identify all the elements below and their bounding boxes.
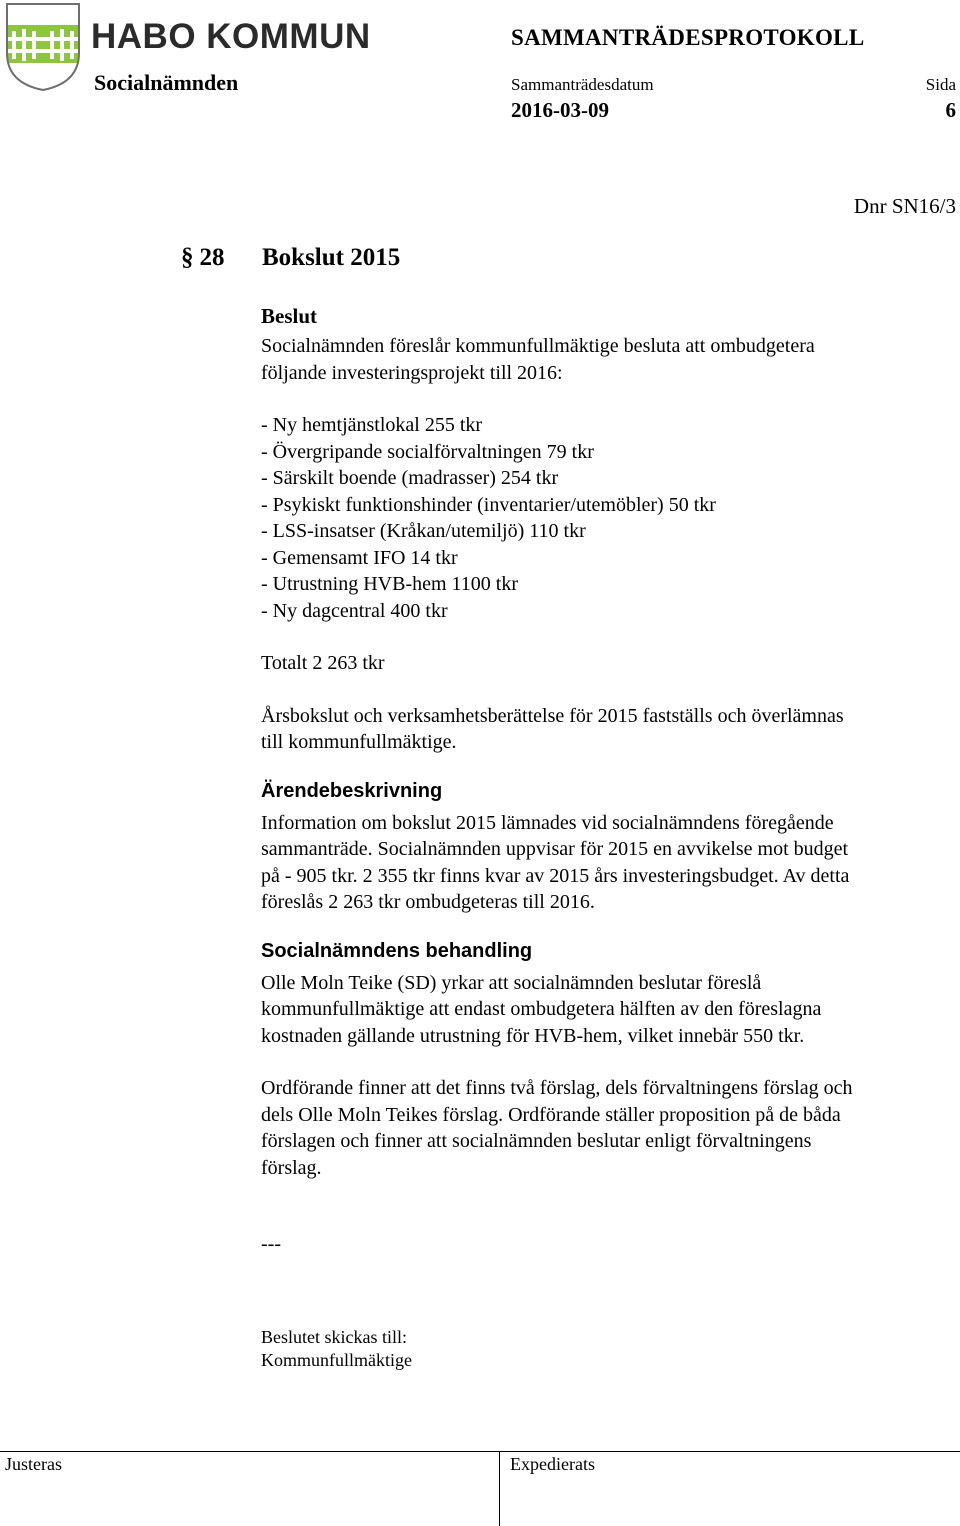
- distribution-list: [261, 1326, 951, 1372]
- distribution-recipient: Kommunfullmäktige: [261, 1349, 412, 1370]
- case-number: Dnr SN16/3: [853, 194, 956, 218]
- text-line: förslag.: [261, 1156, 322, 1179]
- text-line: Information om bokslut 2015 lämnades vid socialnämndens föregående: [261, 811, 834, 834]
- text-line: Årsbokslut och verksamhetsberättelse för 2015 fastställs och överlämnas: [261, 704, 844, 727]
- section-number: 28: [199, 244, 225, 271]
- list-item: - Utrustning HVB-hem 1100 tkr: [261, 573, 519, 595]
- list-item: - Gemensamt IFO 14 tkr: [261, 546, 458, 569]
- distribution-label: Beslutet skickas till:: [261, 1326, 407, 1347]
- arsbokslut-decision: [261, 703, 951, 756]
- list-item: - Särskilt boende (madrasser) 254 tkr: [261, 467, 559, 489]
- list-item: - Ny dagcentral 400 tkr: [261, 599, 448, 622]
- meeting-date-value: 2016-03-09: [511, 98, 609, 122]
- beslut-heading: Beslut: [261, 304, 318, 328]
- text-line: Olle Moln Teike (SD) yrkar att socialnämnden beslutar föreslå: [261, 971, 762, 994]
- meeting-date-label: Sammanträdesdatum: [511, 75, 654, 94]
- text-line: till kommunfullmäktige.: [261, 731, 457, 753]
- expedierats-label: Expedierats: [510, 1454, 595, 1474]
- arende-text: [261, 810, 951, 916]
- beslut-intro-line: Socialnämnden föreslår kommunfullmäktige besluta att ombudgetera: [261, 335, 815, 357]
- text-line: kostnaden gällande utrustning för HVB-hem, vilket innebär 550 tkr.: [261, 1024, 805, 1047]
- footer-column-divider: [499, 1451, 500, 1526]
- separator-dashes: ---: [261, 1233, 281, 1255]
- footer-divider: [0, 1451, 960, 1452]
- protocol-body: [261, 303, 951, 1372]
- text-line: på - 905 tkr. 2 355 tkr finns kvar av 2015 års investeringsbudget. Av detta: [261, 864, 850, 887]
- behandling-paragraph-2: [261, 1075, 951, 1181]
- text-line: dels Olle Moln Teikes förslag. Ordförande ställer proposition på de båda: [261, 1103, 841, 1126]
- logo-wordmark: HABO KOMMUN: [91, 17, 371, 56]
- text-line: kommunfullmäktige att endast ombudgetera hälften av den föreslagna: [261, 998, 822, 1020]
- text-line: sammanträde. Socialnämnden uppvisar för 2015 en avvikelse mot budget: [261, 838, 849, 860]
- text-line: föreslås 2 263 tkr ombudgeteras till 2016.: [261, 891, 595, 913]
- list-item: - Övergripande socialförvaltningen 79 tkr: [261, 440, 594, 463]
- beslut-intro: [261, 333, 951, 386]
- arende-heading: Ärendebeskrivning: [261, 779, 443, 802]
- habo-kommun-coat-of-arms-logo: [6, 3, 80, 91]
- behandling-heading: Socialnämndens behandling: [261, 939, 533, 962]
- total-amount: Totalt 2 263 tkr: [261, 652, 385, 674]
- committee-name: Socialnämnden: [94, 70, 239, 95]
- page-number: 6: [945, 98, 956, 122]
- section-heading: [181, 244, 401, 272]
- page-label: Sida: [925, 75, 956, 94]
- section-symbol: §: [181, 244, 194, 271]
- investment-project-list: [261, 412, 951, 624]
- text-line: förslagen och finner att socialnämnden beslutar enligt förvaltningens: [261, 1130, 812, 1152]
- behandling-paragraph-1: [261, 970, 951, 1050]
- section-title: Bokslut 2015: [262, 244, 401, 271]
- justeras-label: Justeras: [5, 1454, 62, 1474]
- text-line: Ordförande finner att det finns två förslag, dels förvaltningens förslag och: [261, 1077, 853, 1099]
- list-item: - Ny hemtjänstlokal 255 tkr: [261, 414, 483, 436]
- beslut-intro-line: följande investeringsprojekt till 2016:: [261, 361, 563, 384]
- list-item: - Psykiskt funktionshinder (inventarier/utemöbler) 50 tkr: [261, 493, 716, 516]
- document-title: SAMMANTRÄDESPROTOKOLL: [511, 25, 865, 50]
- list-item: - LSS-insatser (Kråkan/utemiljö) 110 tkr: [261, 520, 586, 542]
